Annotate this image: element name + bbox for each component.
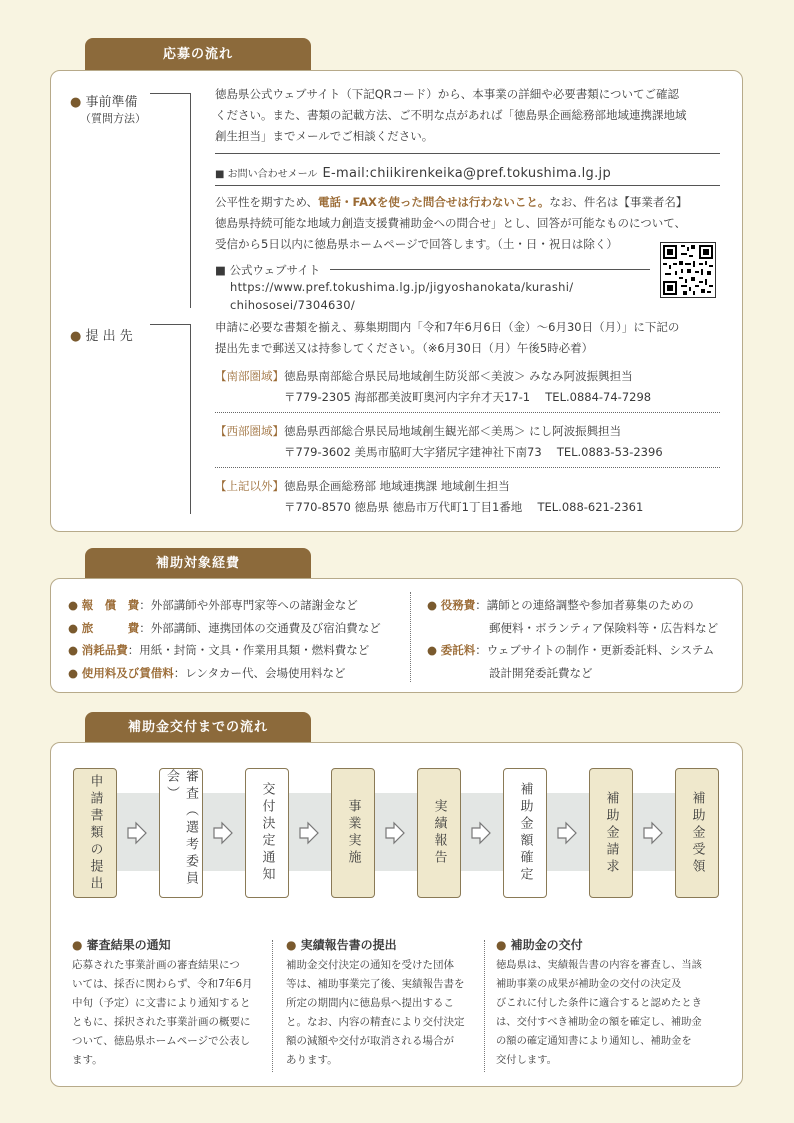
flow-step: 交付決定通知 (245, 768, 289, 898)
expense-item: ● 消耗品費：用紙・封筒・文具・作業用具類・燃料費など (68, 643, 370, 657)
website-label: ■ 公式ウェブサイト (215, 263, 321, 277)
section-tab-eligible-expenses: 補助対象経費 (85, 548, 311, 580)
flow-step: 申請書類の提出 (73, 768, 117, 898)
prep-label: ● 事前準備 (70, 95, 138, 110)
expense-item: ● 報 償 費：外部講師や外部専門家等への諸謝金など (68, 598, 358, 612)
expense-list-right: ● 役務費：講師との連絡調整や参加者募集のための 郵便料・ボランティア保険料等・広告料など ● 委託料：ウェブサイトの制作・更新委託料、システム 設計開発委託費など (427, 594, 718, 684)
office-address: 〒779-3602 美馬市脇町大字猪尻字建神社下南73 TEL.0883-53-2396 (284, 445, 663, 459)
qr-code-image (660, 242, 716, 298)
arrow-right-icon (213, 821, 233, 845)
section-tab-grant-flow: 補助金交付までの流れ (85, 712, 311, 744)
arrow-right-icon (557, 821, 577, 845)
info-column: ● 実績報告書の提出 補助金交付決定の通知を受けた団体 等は、補助事業完了後、実績報告書を 所定の期間内に徳島県へ提出するこ と。なお、内容の精査により交付決定 額の減額や交付が取消される場合が あります。 (286, 938, 465, 1066)
expense-item: ● 役務費：講師との連絡調整や参加者募集のための (427, 598, 694, 612)
office-name: 【西部圏域】徳島県西部総合県民局地域創生観光部＜美馬＞ にし阿波振興担当 (215, 424, 622, 438)
office-address: 〒770-8570 徳島県 徳島市万代町1丁目1番地 TEL.088-621-2361 (284, 500, 644, 514)
flow-step: 補助金請求 (589, 768, 633, 898)
arrow-right-icon (299, 821, 319, 845)
expense-item: ● 委託料：ウェブサイトの制作・更新委託料、システム (427, 643, 715, 657)
flow-step: 実績報告 (417, 768, 461, 898)
inquiry-notice: 公平性を期すため、電話・FAXを使った問合せは行わないこと。なお、件名は【事業者名】 徳島県持続可能な地域力創造支援費補助金への問合せ」とし、回答が可能なものについて、 受信から5日以内に徳島県ホームページで回答します。（土・日・祝日は除く） (215, 195, 688, 251)
flow-step: 審査（選考委員会） (159, 768, 203, 898)
prep-text: 徳島県公式ウェブサイト（下記QRコード）から、本事業の詳細や必要書類についてご確認 ください。また、書類の記載方法、ご不明な点があれば「徳島県企画総務部地域連携課地域 創生担当」までメールでご相談ください。 (215, 87, 687, 143)
flow-step: 補助金額確定 (503, 768, 547, 898)
info-column: ● 審査結果の通知 応募された事業計画の審査結果につ いては、採否に関わらず、令和7年6月 中旬（予定）に文書により通知すると ともに、採択された事業計画の概要に ついて、徳島県ホームページで公表し ます。 (72, 938, 253, 1066)
expense-list-left (68, 594, 381, 684)
prep-sublabel: （質問方法） (80, 112, 146, 125)
office-name: 【南部圏域】徳島県南部総合県民局地域創生防災部＜美波＞ みなみ阿波振興担当 (215, 369, 633, 383)
office-name: 【上記以外】徳島県企画総務部 地域連携課 地域創生担当 (215, 479, 510, 493)
flow-step: 事業実施 (331, 768, 375, 898)
section-tab-application-flow: 応募の流れ (85, 38, 311, 72)
email-link[interactable]: E-mail:chiikirenkeika@pref.tokushima.lg.jp (322, 166, 611, 181)
expense-item: ● 旅 費：外部講師、連携団体の交通費及び宿泊費など (68, 620, 381, 635)
arrow-right-icon (385, 821, 405, 845)
submit-text: 申請に必要な書類を揃え、募集期間内「令和7年6月6日（金）～6月30日（月）」に下記の 提出先まで郵送又は持参してください。（※6月30日（月）午後5時必着） (215, 320, 680, 355)
arrow-right-icon (127, 821, 147, 845)
office-address: 〒779-2305 海部郡美波町奥河内字弁才天17-1 TEL.0884-74-7298 (284, 390, 652, 404)
arrow-right-icon (471, 821, 491, 845)
info-column: ● 補助金の交付 徳島県は、実績報告書の内容を審査し、当該 補助事業の成果が補助金の交付の決定及 びこれに付した条件に適合すると認めたとき は、交付すべき補助金の額を確定し、補助金 の額の確定通知書により通知し、補助金を 交付します。 (496, 938, 702, 1066)
contact-email: ■ お問い合わせメール E-mail:chiikirenkeika@pref.tokushima.lg.jp (215, 166, 611, 181)
arrow-right-icon (643, 821, 663, 845)
flow-step: 補助金受領 (675, 768, 719, 898)
expense-item: ● 使用料及び賃借料：レンタカー代、会場使用料など (68, 665, 346, 680)
website-url[interactable]: https://www.pref.tokushima.lg.jp/jigyoshanokata/kurashi/ chihososei/7304630/ (230, 280, 574, 312)
submit-label: ● 提 出 先 (70, 329, 133, 344)
